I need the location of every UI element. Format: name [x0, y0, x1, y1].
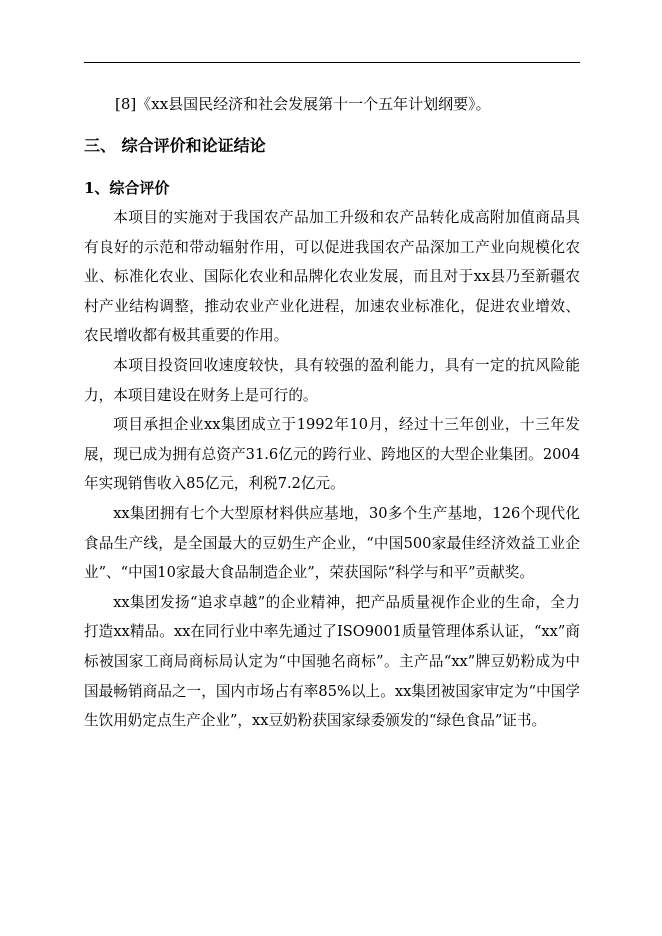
section-title: 三、 综合评价和论证结论	[84, 136, 266, 155]
paragraph: 项目承担企业xx集团成立于1992年10月，经过十三年创业，十三年发展，现已成为拥有总资产31.6亿元的跨行业、跨地区的大型企业集团。2004年实现销售收入85亿元，利税7.2亿元。	[84, 416, 580, 493]
subsection-title: 1、综合评价	[84, 179, 170, 197]
body-text	[84, 203, 580, 736]
paragraph: 本项目投资回收速度较快，具有较强的盈利能力，具有一定的抗风险能力，本项目建设在财务上是可行的。	[84, 356, 580, 404]
header-rule	[84, 62, 580, 63]
paragraph: xx集团发扬“追求卓越”的企业精神，把产品质量视作企业的生命，全力打造xx精品。xx在同行业中率先通过了ISO9001质量管理体系认证，“xx”商标被国家工商局商标局认定为“中国驰名商标”。主产品“xx”牌豆奶粉成为中国最畅销商品之一，国内市场占有率85%以上。xx集团被国家审定为“中国学生饮用奶定点生产企业”，xx豆奶粉获国家绿委颁发的“绿色食品”证书。	[84, 593, 580, 730]
paragraph: 本项目的实施对于我国农产品加工升级和农产品转化成高附加值商品具有良好的示范和带动辐射作用，可以促进我国农产品深加工产业向规模化农业、标准化农业、国际化农业和品牌化农业发展，而且对于xx县乃至新疆农村产业结构调整，推动农业产业化进程，加速农业标准化，促进农业增效、农民增收都有极其重要的作用。	[84, 209, 580, 345]
reference-item: [8]《xx县国民经济和社会发展第十一个五年计划纲要》。	[115, 95, 491, 113]
paragraph: xx集团拥有七个大型原材料供应基地，30多个生产基地，126个现代化食品生产线，是全国最大的豆奶生产企业，“中国500家最佳经济效益工业企业”、“中国10家最大食品制造企业”，荣获国际“科学与和平”贡献奖。	[84, 504, 580, 582]
